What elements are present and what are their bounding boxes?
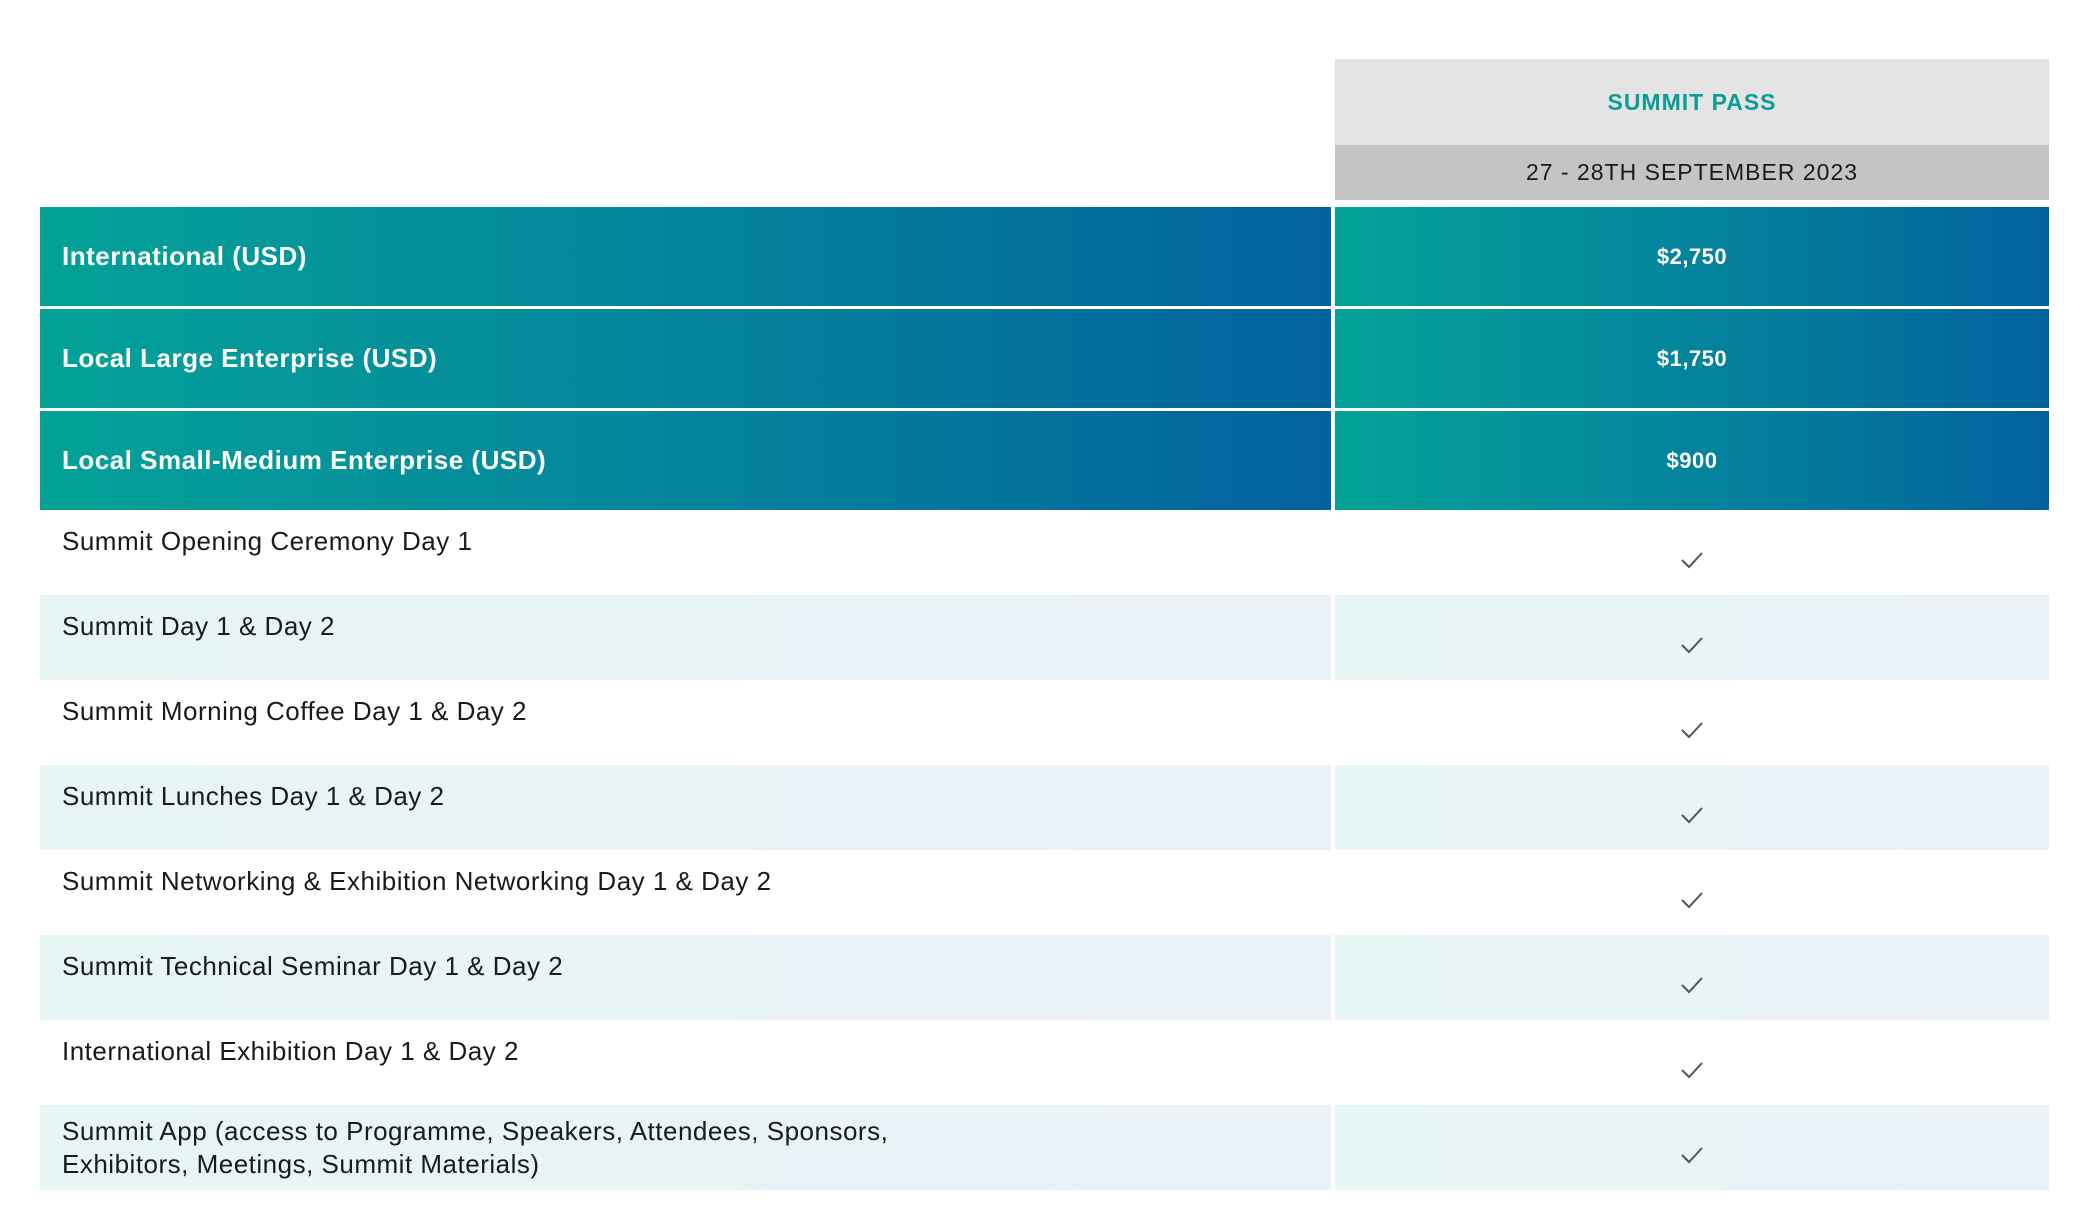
feature-check: [1335, 850, 2049, 935]
feature-check: [1335, 1020, 2049, 1105]
price-label: Local Small-Medium Enterprise (USD): [40, 411, 1331, 510]
pass-title: SUMMIT PASS: [1335, 59, 2049, 145]
price-row-local-sme: [40, 411, 2049, 510]
feature-label: [40, 1105, 1331, 1190]
feature-check: [1335, 680, 2049, 765]
feature-label: Summit Technical Seminar Day 1 & Day 2: [40, 935, 1331, 1020]
feature-row: [40, 850, 2049, 935]
price-row-international: [40, 207, 2049, 306]
feature-label: Summit Lunches Day 1 & Day 2: [40, 765, 1331, 850]
feature-label: International Exhibition Day 1 & Day 2: [62, 1036, 519, 1066]
checkmark-icon: [1679, 972, 1705, 998]
feature-row: [40, 935, 2049, 1020]
checkmark-icon: [1679, 1057, 1705, 1083]
price-value: $1,750: [1335, 309, 2049, 408]
table-header: [40, 59, 2049, 204]
price-label: International (USD): [40, 207, 1331, 306]
feature-label: Summit Networking & Exhibition Networking Day 1 & Day 2: [62, 866, 772, 896]
feature-check: [1335, 1105, 2049, 1190]
price-value: $2,750: [1335, 207, 2049, 306]
feature-label-line2: Exhibitors, Meetings, Summit Materials): [62, 1149, 540, 1179]
checkmark-icon: [1679, 717, 1705, 743]
feature-check: [1335, 765, 2049, 850]
feature-label: Summit Day 1 & Day 2: [40, 595, 1331, 680]
feature-check: [1335, 935, 2049, 1020]
feature-row: [40, 1105, 2049, 1190]
pricing-table: [40, 59, 2049, 1190]
feature-row: [40, 510, 2049, 595]
checkmark-icon: [1679, 887, 1705, 913]
checkmark-icon: [1679, 632, 1705, 658]
feature-check: [1335, 595, 2049, 680]
checkmark-icon: [1679, 547, 1705, 573]
feature-check: [1335, 510, 2049, 595]
checkmark-icon: [1679, 1142, 1705, 1168]
header-spacer: [40, 59, 1331, 204]
price-row-local-large: [40, 309, 2049, 408]
feature-row: [40, 1020, 2049, 1105]
feature-row: [40, 680, 2049, 765]
pass-date: 27 - 28TH SEPTEMBER 2023: [1335, 145, 2049, 204]
checkmark-icon: [1679, 802, 1705, 828]
pass-header: [1335, 59, 2049, 204]
price-label: Local Large Enterprise (USD): [40, 309, 1331, 408]
feature-label-line1: Summit App (access to Programme, Speakers, Attendees, Sponsors,: [62, 1116, 889, 1146]
feature-label: Summit Opening Ceremony Day 1: [62, 526, 473, 556]
feature-label: Summit Morning Coffee Day 1 & Day 2: [62, 696, 527, 726]
price-value: $900: [1335, 411, 2049, 510]
feature-row: [40, 595, 2049, 680]
feature-row: [40, 765, 2049, 850]
